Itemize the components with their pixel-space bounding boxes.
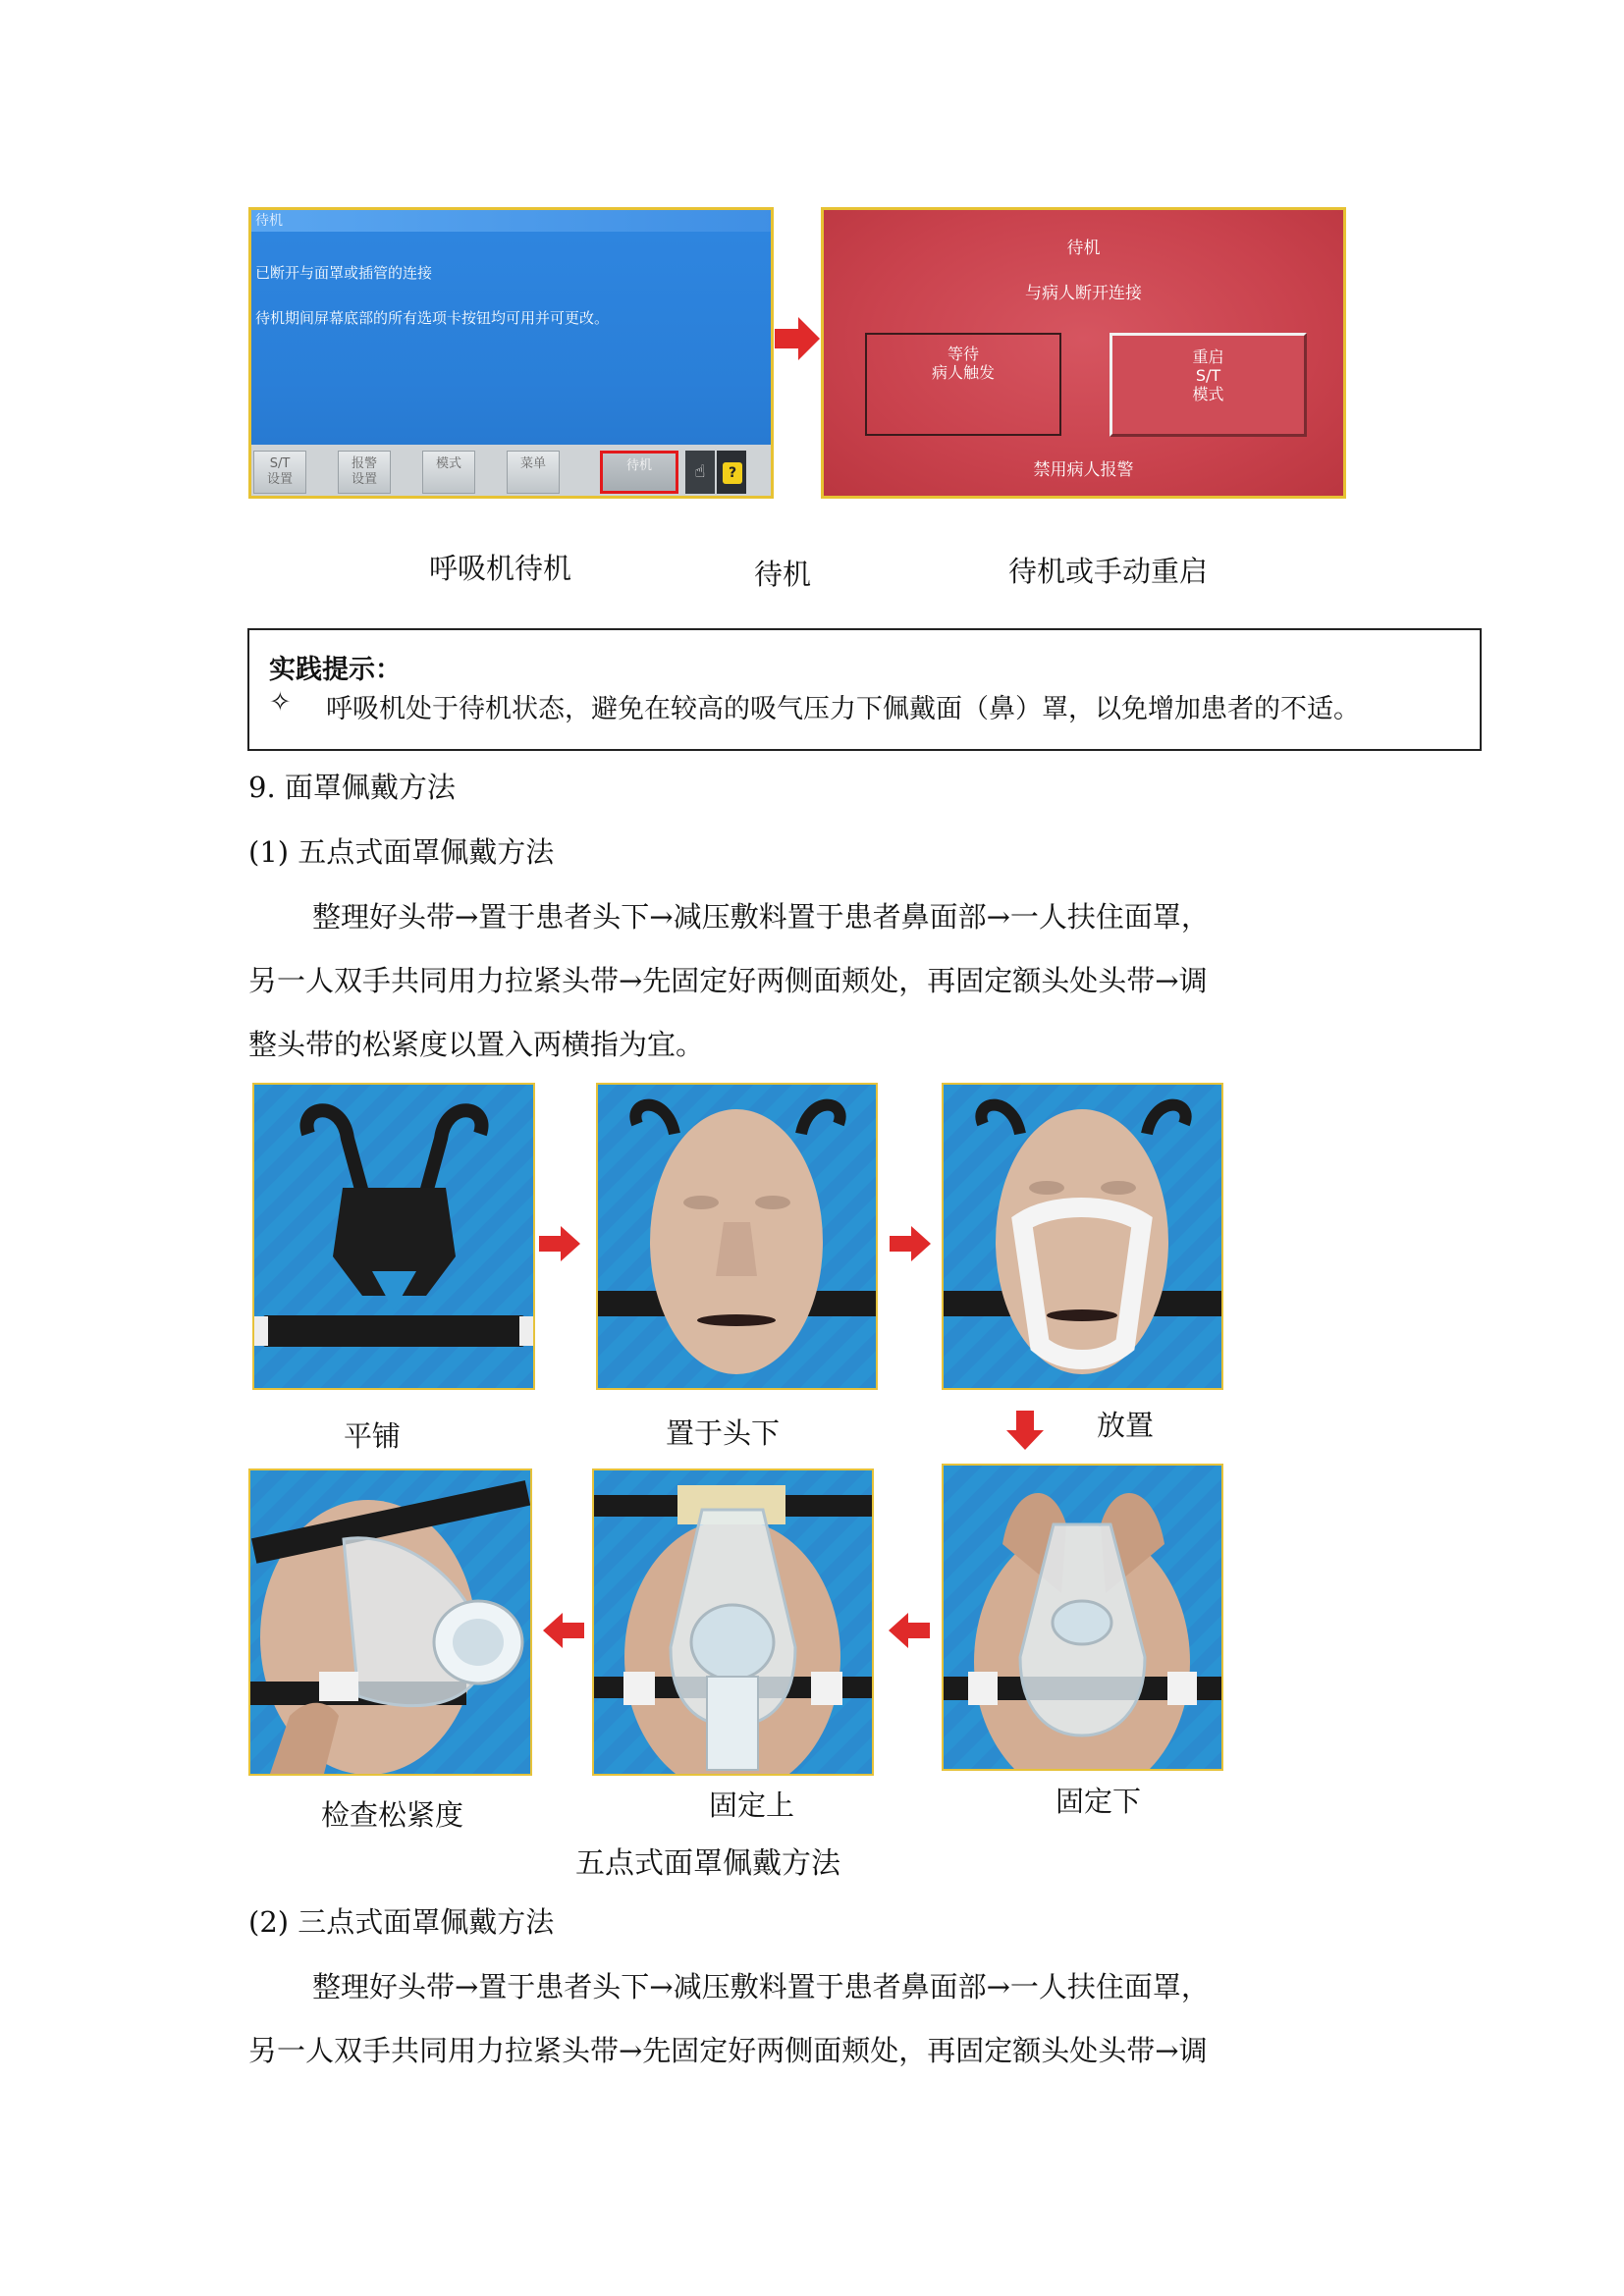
caption-fix-lower: 固定下 — [1056, 1785, 1142, 1818]
disable-alarm-button[interactable]: 禁用病人报警 — [1033, 460, 1134, 480]
subsection-three-point: (2) 三点式面罩佩戴方法 — [248, 1905, 555, 1939]
tab-standby[interactable]: 待机 — [600, 451, 678, 494]
caption-fix-upper: 固定上 — [709, 1789, 795, 1822]
paragraph-line: 另一人双手共同用力拉紧头带→先固定好两侧面颊处，再固定额头处头带→调 — [248, 2034, 1208, 2067]
hand-icon[interactable]: ☝ — [685, 451, 715, 494]
tab-mode[interactable]: 模式 — [422, 451, 475, 494]
caption-check-tightness: 检查松紧度 — [321, 1798, 464, 1832]
arrow-down-icon — [1006, 1411, 1044, 1450]
arrow-right-icon — [539, 1226, 582, 1261]
caption-ventilator-standby: 呼吸机待机 — [429, 552, 572, 585]
arrow-left-icon — [887, 1613, 930, 1648]
restart-screen-title: 待机 — [1066, 239, 1101, 258]
head-on-headgear-photo — [596, 1083, 878, 1390]
caption-under-head: 置于头下 — [666, 1416, 781, 1450]
tip-title: 实践提示： — [269, 655, 402, 685]
paragraph-line: 整头带的松紧度以置入两横指为宜。 — [248, 1028, 705, 1061]
tip-bullet-icon: ✧ — [269, 687, 292, 718]
fix-upper-photo — [592, 1468, 874, 1776]
check-tightness-photo — [248, 1468, 532, 1776]
screen-title: 待机 — [251, 210, 774, 232]
headgear-flat-photo — [252, 1083, 535, 1390]
arrow-left-icon — [541, 1613, 584, 1648]
tab-alarm-settings[interactable]: 报警 设置 — [338, 451, 391, 494]
section-heading: 9. 面罩佩戴方法 — [248, 771, 456, 804]
caption-flat: 平铺 — [344, 1419, 402, 1453]
tab-st-settings[interactable]: S/T 设置 — [253, 451, 306, 494]
subsection-five-point: (1) 五点式面罩佩戴方法 — [248, 835, 555, 869]
caption-place: 放置 — [1097, 1409, 1155, 1442]
tip-text: 呼吸机处于待机状态，避免在较高的吸气压力下佩戴面（鼻）罩，以免增加患者的不适。 — [326, 694, 1360, 724]
fix-lower-photo — [942, 1464, 1223, 1771]
disconnected-label: 与病人断开连接 — [1025, 284, 1142, 303]
ventilator-restart-screen — [821, 207, 1346, 499]
standby-info-message: 待机期间屏幕底部的所有选项卡按钮均可用并可更改。 — [255, 309, 610, 327]
caption-standby-or-restart: 待机或手动重启 — [1008, 555, 1209, 588]
tab-bar — [251, 445, 771, 496]
paragraph-line: 整理好头带→置于患者头下→减压敷料置于患者鼻面部→一人扶住面罩， — [312, 1970, 1210, 2003]
practice-tip-box — [247, 628, 1482, 751]
disconnect-message: 已断开与面罩或插管的连接 — [255, 264, 433, 282]
arrow-right-icon — [775, 317, 822, 360]
caption-standby: 待机 — [754, 558, 812, 591]
paragraph-line: 另一人双手共同用力拉紧头带→先固定好两侧面颊处，再固定额头处头带→调 — [248, 964, 1208, 997]
wait-trigger-button[interactable]: 等待 病人触发 — [865, 333, 1061, 436]
figure-title: 五点式面罩佩戴方法 — [575, 1846, 840, 1881]
dressing-placed-photo — [942, 1083, 1223, 1390]
help-icon[interactable]: ? — [717, 451, 746, 494]
paragraph-line: 整理好头带→置于患者头下→减压敷料置于患者鼻面部→一人扶住面罩， — [312, 900, 1210, 934]
arrow-right-icon — [890, 1226, 933, 1261]
ventilator-standby-screen — [248, 207, 774, 499]
restart-st-mode-button[interactable]: 重启 S/T 模式 — [1110, 333, 1307, 437]
tab-menu[interactable]: 菜单 — [507, 451, 560, 494]
